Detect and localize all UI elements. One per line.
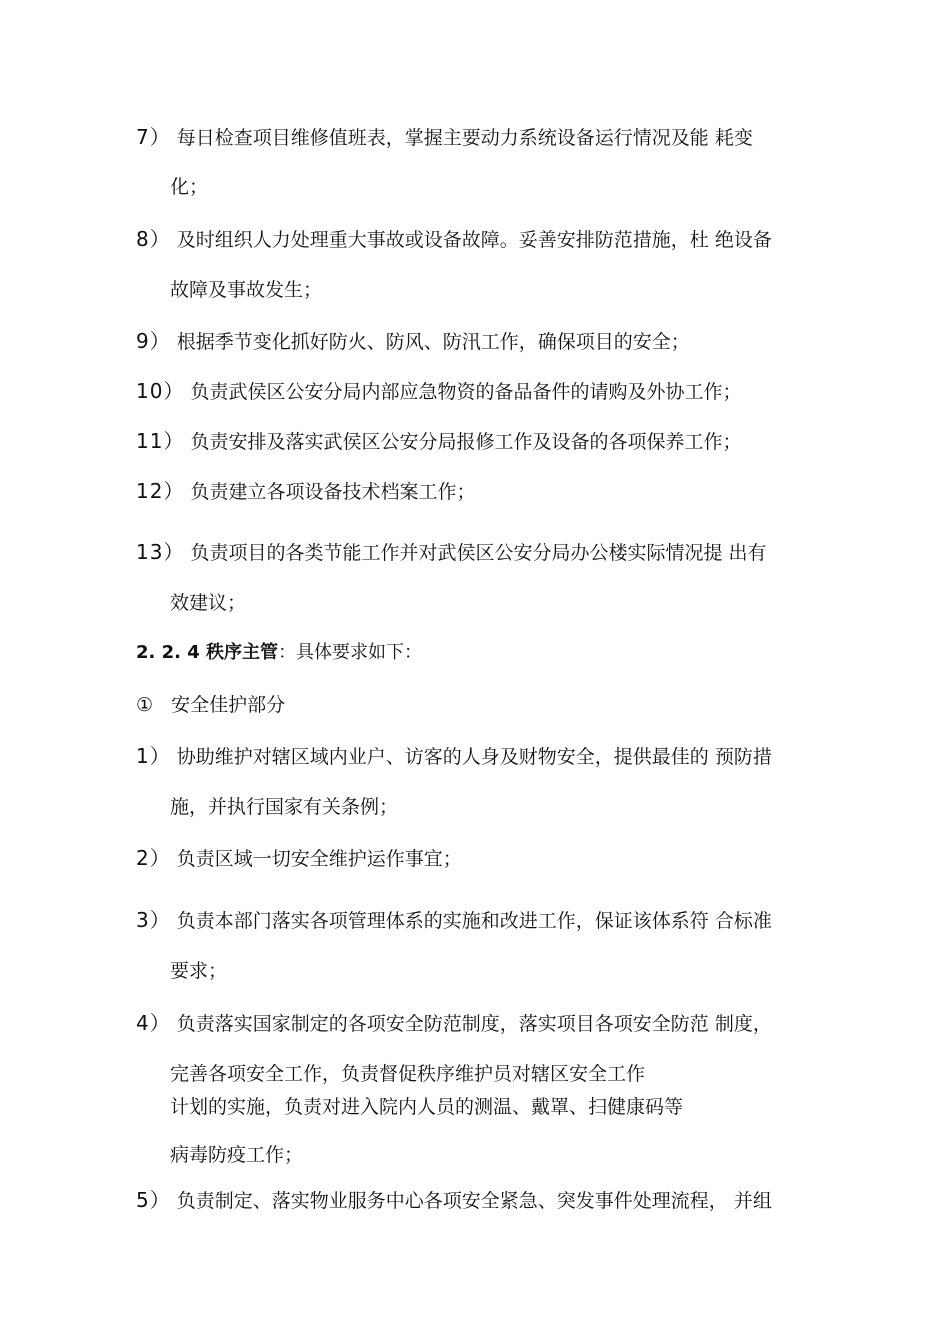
- list-item-continuation: [170, 590, 246, 616]
- list-item-continuation: [170, 958, 227, 984]
- item-text: 故障及事故发生；: [170, 279, 323, 301]
- item-number: 2）: [136, 846, 171, 870]
- subsection-title: 安全佳护部分: [171, 694, 286, 716]
- item-text: 负责项目的各类节能工作并对武侯区公安分局办公楼实际情况提 出有: [190, 542, 767, 564]
- list-item-3: [136, 907, 772, 934]
- item-number: 3）: [136, 908, 171, 932]
- list-item-11: [136, 428, 742, 455]
- item-number: 8）: [136, 227, 171, 251]
- list-item-13: [136, 539, 767, 566]
- section-title: 2. 2. 4 秩序主管: [136, 642, 279, 663]
- item-number: 5）: [136, 1188, 171, 1212]
- item-text: 病毒防疫工作；: [170, 1144, 304, 1166]
- subsection-heading: [136, 692, 285, 718]
- list-item-continuation: [170, 1061, 645, 1087]
- list-item-9: [136, 328, 690, 355]
- item-text: 负责制定、落实物业服务中心各项安全紧急、突发事件处理流程， 并组: [176, 1190, 772, 1212]
- list-item-continuation: [170, 174, 208, 200]
- list-item-continuation: [170, 277, 322, 303]
- list-item-5: [136, 1187, 772, 1214]
- list-item-continuation: [170, 1094, 683, 1120]
- item-number: 10）: [136, 379, 185, 403]
- item-text: 负责区域一切安全维护运作事宜；: [176, 848, 462, 870]
- item-text: 施，并执行国家有关条例；: [170, 796, 399, 818]
- list-item-4: [136, 1010, 772, 1037]
- list-item-8: [136, 226, 772, 253]
- section-heading: [136, 640, 422, 666]
- circled-number: ①: [136, 694, 154, 716]
- item-text: 要求；: [170, 960, 228, 982]
- list-item-10: [136, 378, 742, 405]
- list-item-continuation: [170, 794, 398, 820]
- item-text: 负责武侯区公安分局内部应急物资的备品备件的请购及外协工作；: [190, 381, 742, 403]
- item-number: 12）: [136, 479, 185, 503]
- item-text: 协助维护对辖区域内业户、访客的人身及财物安全，提供最佳的 预防措: [176, 746, 772, 768]
- list-item-7: [136, 124, 753, 151]
- list-item-12: [136, 478, 476, 505]
- item-number: 11）: [136, 429, 185, 453]
- item-text: 及时组织人力处理重大事故或设备故障。妥善安排防范措施，杜 绝设备: [176, 229, 772, 251]
- item-text: 根据季节变化抓好防火、防风、防汛工作，确保项目的安全；: [176, 331, 690, 353]
- item-text: 负责建立各项设备技术档案工作；: [190, 481, 476, 503]
- item-text: 负责安排及落实武侯区公安分局报修工作及设备的各项保养工作；: [190, 431, 742, 453]
- item-text: 负责落实国家制定的各项安全防范制度，落实项目各项安全防范 制度，: [176, 1013, 772, 1035]
- list-item-continuation: [170, 1142, 303, 1168]
- item-text: 每日检查项目维修值班表，掌握主要动力系统设备运行情况及能 耗变: [176, 127, 753, 149]
- item-text: 化；: [170, 176, 209, 198]
- item-text: 负责本部门落实各项管理体系的实施和改进工作，保证该体系符 合标准: [176, 910, 772, 932]
- item-number: 1）: [136, 744, 171, 768]
- list-item-1: [136, 743, 772, 770]
- item-number: 4）: [136, 1011, 171, 1035]
- item-text: 完善各项安全工作，负责督促秩序维护员对辖区安全工作: [170, 1063, 646, 1085]
- section-subtitle: ：具体要求如下：: [278, 642, 423, 663]
- item-number: 13）: [136, 540, 185, 564]
- item-number: 7）: [136, 125, 171, 149]
- item-text: 效建议；: [170, 592, 247, 614]
- item-text: 计划的实施，负责对进入院内人员的测温、戴罩、扫健康码等: [170, 1096, 684, 1118]
- list-item-2: [136, 845, 462, 872]
- item-number: 9）: [136, 329, 171, 353]
